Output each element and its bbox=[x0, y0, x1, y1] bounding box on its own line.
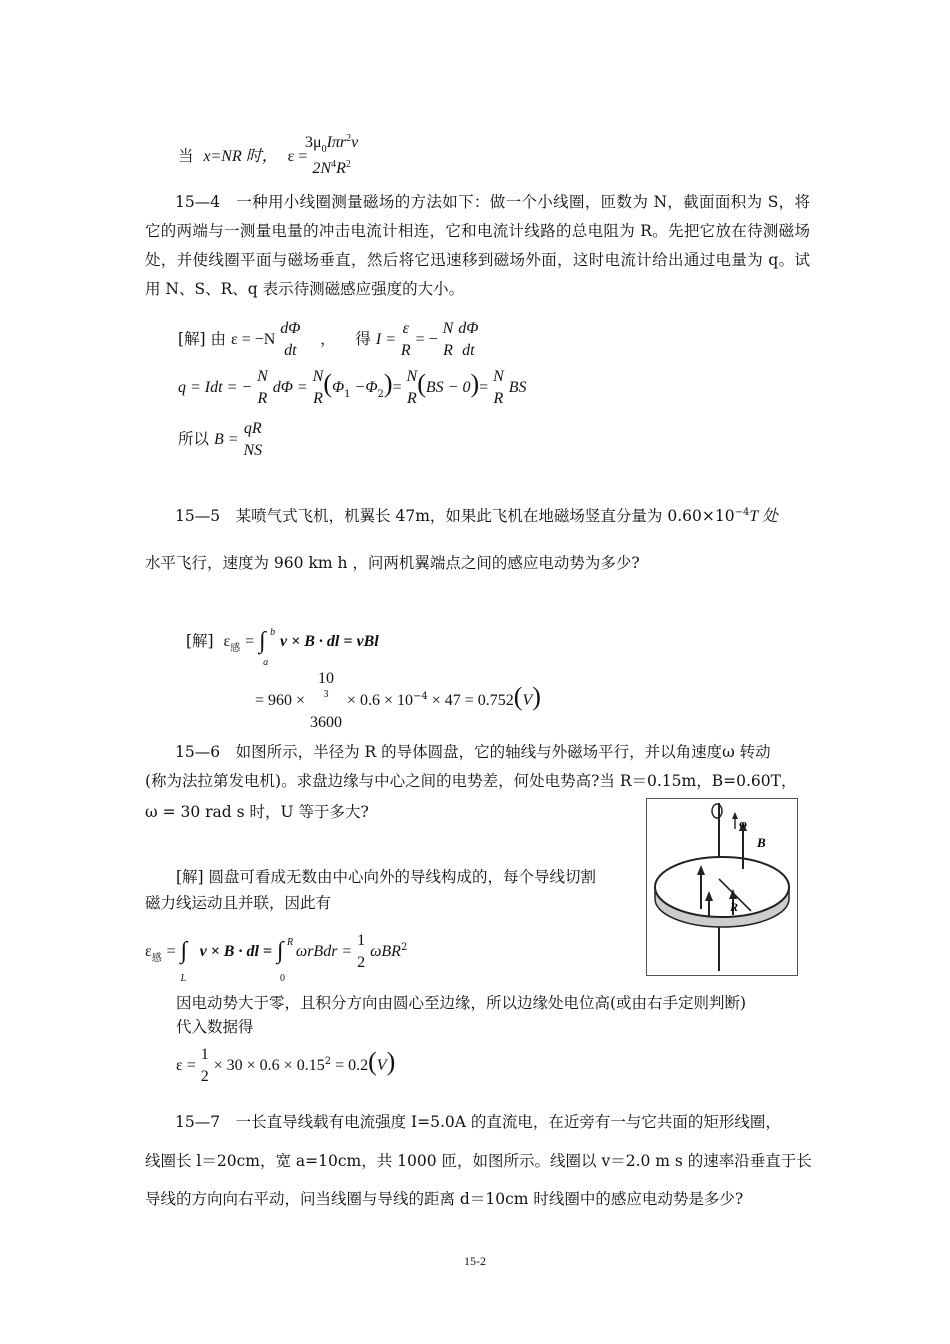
sol4-suoyi: 所以 bbox=[178, 430, 210, 448]
sol5-eps-sub: 感 bbox=[230, 643, 241, 654]
sol4-tag: [解] bbox=[178, 330, 206, 348]
sol6-half: 1 2 bbox=[357, 932, 366, 971]
problem-15-5-line2: 水平飞行，速度为 960 km h ，问两机翼端点之间的感应电动势为多少? bbox=[145, 554, 640, 572]
sol4-I-eq: I = bbox=[375, 331, 396, 348]
block1-fraction bbox=[305, 132, 358, 182]
sol6-integral: ∫ bbox=[180, 938, 188, 964]
sol6-eq: = bbox=[166, 943, 176, 960]
sol5-eq: = bbox=[245, 633, 255, 650]
sol5-body: v × B · dl = vBl bbox=[280, 633, 379, 650]
sol4-frac-c: N R bbox=[406, 368, 418, 407]
block1-lead: 当 bbox=[178, 147, 194, 165]
sol6-r-body: × 30 × 0.6 × 0.15 bbox=[213, 1057, 325, 1074]
p15-5-line1-text: 15—5 某喷气式飞机，机翼长 47m，如果此飞机在地磁场竖直分量为 0.60×10 bbox=[175, 507, 735, 525]
sol4-eq-2: = bbox=[479, 379, 489, 396]
sol4-comma: ， bbox=[320, 330, 336, 348]
sol5-unit: V bbox=[522, 692, 533, 709]
problem-15-6-line1: 15—6 如图所示，半径为 R 的导体圆盘，它的轴线与外磁场平行，并以角速度ω 转动 bbox=[175, 743, 771, 761]
sol4-de: 得 bbox=[355, 330, 371, 348]
problem-15-7-line1: 15—7 一长直导线载有电流强度 I=5.0A 的直流电，在近旁有一与它共面的矩形线圈， bbox=[175, 1113, 781, 1131]
sol6-line4: 代入数据得 bbox=[176, 1018, 254, 1036]
sol4-rparen-1: ) bbox=[383, 369, 393, 398]
sol4-frac-qR-NS: qR NS bbox=[243, 420, 263, 459]
figure-R-label: R bbox=[730, 900, 739, 914]
sol5-int-top: b bbox=[270, 627, 276, 638]
block1-den-sup1: 4 bbox=[331, 159, 337, 170]
block1-line bbox=[178, 145, 307, 168]
sol6-integral2: ∫ bbox=[276, 938, 284, 964]
sol6-line3: 因电动势大于零，且积分方向由圆心至边缘，所以边缘处电位高(或由右手定则判断) bbox=[176, 994, 747, 1012]
sol4-BS-minus-0: BS − 0 bbox=[425, 379, 471, 396]
figure-B-label: B bbox=[757, 835, 766, 850]
problem-15-6-line2: (称为法拉第发电机)。求盘边缘与中心之间的电势差，何处电势高?当 R＝0.15m，B=0.60T， bbox=[145, 772, 797, 790]
sol4-rparen-2: ) bbox=[470, 369, 480, 398]
sol4-BS: BS bbox=[508, 379, 527, 396]
sol6-r-end: = 0.2 bbox=[331, 1057, 369, 1074]
block1-num: 3μ bbox=[305, 134, 322, 151]
sol4-frac-eps-R: ε R bbox=[400, 320, 411, 359]
sol5-line1 bbox=[186, 627, 379, 668]
sol4-dphi-eq: dΦ = bbox=[272, 379, 308, 396]
sol6-r-eps: ε = bbox=[176, 1057, 196, 1074]
sol5-int-bot: a bbox=[263, 657, 269, 668]
sol6-result bbox=[176, 1044, 395, 1088]
sol6-r-sup: 2 bbox=[324, 1056, 332, 1067]
sol5-mult: × 0.6 × 10 bbox=[346, 692, 413, 709]
faraday-disk-svg bbox=[647, 799, 797, 975]
sol6-r-half: 1 2 bbox=[200, 1046, 209, 1085]
sol4-eq-1: = bbox=[392, 379, 402, 396]
sol4-eps-eq: ε = −N bbox=[231, 331, 276, 348]
faraday-disk-figure bbox=[646, 798, 798, 976]
sol4-frac-d: N R bbox=[493, 368, 504, 407]
block1-eps: ε = bbox=[287, 148, 308, 165]
sol4-minus-phi: −Φ bbox=[350, 379, 378, 396]
sol6-rparen: ) bbox=[386, 1047, 396, 1076]
sol4-q-eq: q = Idt = − bbox=[178, 379, 253, 396]
block1-num-sup: 2 bbox=[346, 133, 352, 144]
problem-15-7-line2: 线圈长 l＝20cm，宽 a=10cm，共 1000 匝，如图所示。线圈以 v＝2.0 m s 的速率沿垂直于长 bbox=[145, 1152, 812, 1170]
sol4-frac-a: N R bbox=[257, 368, 268, 407]
sol6-body2: ωrBdr = bbox=[295, 943, 353, 960]
sol5-eps: ε bbox=[223, 633, 231, 650]
figure-omega-label: ω bbox=[739, 818, 748, 830]
sol4-sub1: 1 bbox=[344, 389, 351, 400]
block1-den-sup2: 2 bbox=[345, 159, 351, 170]
problem-15-7-line3: 导线的方向向右平动，问当线圈与导线的距离 d＝10cm 时线圈中的感应电动势是多少? bbox=[145, 1190, 744, 1208]
sol6-line2: 磁力线运动且并联，因此有 bbox=[145, 894, 332, 912]
p15-5-sup: −4 bbox=[734, 507, 750, 518]
block1-num-sub: 0 bbox=[321, 144, 327, 155]
problem-15-6-line3: ω = 30 rad s 时，U 等于多大? bbox=[145, 803, 369, 821]
sol6-int2-bot: 0 bbox=[279, 973, 285, 984]
sol5-960: = 960 × bbox=[255, 692, 306, 709]
sol5-integral: ∫ bbox=[259, 628, 266, 654]
sol4-sub2: 2 bbox=[377, 389, 384, 400]
sol6-eps: ε bbox=[145, 943, 152, 960]
sol4-line2 bbox=[178, 366, 527, 410]
sol4-line3 bbox=[178, 418, 262, 462]
sol5-frac: 10 3 3600 bbox=[309, 670, 342, 731]
sol4-frac-dphi-dt-2: dΦ dt bbox=[458, 320, 479, 359]
block1-den: 2N bbox=[312, 160, 332, 177]
p15-5-line1-end: T 处 bbox=[749, 508, 778, 525]
sol6-body1: v × B · dl = bbox=[199, 943, 273, 960]
sol6-int-bot: L bbox=[180, 973, 187, 984]
sol6-unit: V bbox=[376, 1057, 387, 1074]
sol5-tag: [解] bbox=[186, 632, 214, 650]
sol4-phi1: Φ bbox=[331, 379, 345, 396]
sol5-line2 bbox=[255, 668, 541, 734]
block1-cond: x=NR 时， bbox=[203, 148, 278, 165]
block1-num-v: v bbox=[351, 134, 359, 151]
block1-den-R: R bbox=[336, 160, 346, 177]
sol4-eq-minus: = − bbox=[415, 331, 438, 348]
sol4-frac-N-R: N R bbox=[442, 320, 454, 359]
sol6-lparen: ( bbox=[368, 1047, 377, 1076]
sol6-eps-sub: 感 bbox=[151, 953, 162, 964]
sol5-lparen: ( bbox=[513, 682, 523, 711]
sol6-line1: [解] 圆盘可看成无数由中心向外的导线构成的，每个导线切割 bbox=[176, 868, 597, 886]
block1-num-rest: Iπr bbox=[326, 134, 347, 151]
sol5-rparen: ) bbox=[532, 682, 541, 711]
page-number: 15-2 bbox=[464, 1254, 486, 1268]
problem-15-4: 15—4 一种用小线圈测量磁场的方法如下：做一个小线圈，匝数为 N，截面面积为 S，将它的两端与一测量电量的冲击电流计相连，它和电流计线路的总电阻为 R。先把它放在待测磁场处，并使线圈平面与磁场垂直，然后将它迅速移到磁场外面，这时电流计给出通过电量为 q。试用 N、S、R、q 表示待测磁感应强度的大小。 bbox=[145, 193, 810, 298]
sol4-frac-b: N R bbox=[312, 368, 324, 407]
sol4-frac-dphi-dt: dΦ dt bbox=[280, 320, 301, 359]
sol5-result: × 47 = 0.752 bbox=[427, 692, 514, 709]
sol4-B-eq: B = bbox=[213, 431, 239, 448]
sol6-formula bbox=[145, 930, 408, 984]
sol6-body3: ωBR bbox=[370, 943, 401, 960]
sol4-lparen-1: ( bbox=[323, 369, 332, 398]
sol6-body3-sup: 2 bbox=[400, 942, 408, 953]
sol6-int2-top: R bbox=[286, 937, 294, 948]
sol4-line1 bbox=[178, 318, 478, 362]
sol4-lparen-2: ( bbox=[417, 369, 426, 398]
problem-15-5-line1 bbox=[175, 505, 778, 530]
sol4-by: 由 bbox=[210, 330, 227, 348]
sol5-sup: −4 bbox=[412, 691, 428, 702]
